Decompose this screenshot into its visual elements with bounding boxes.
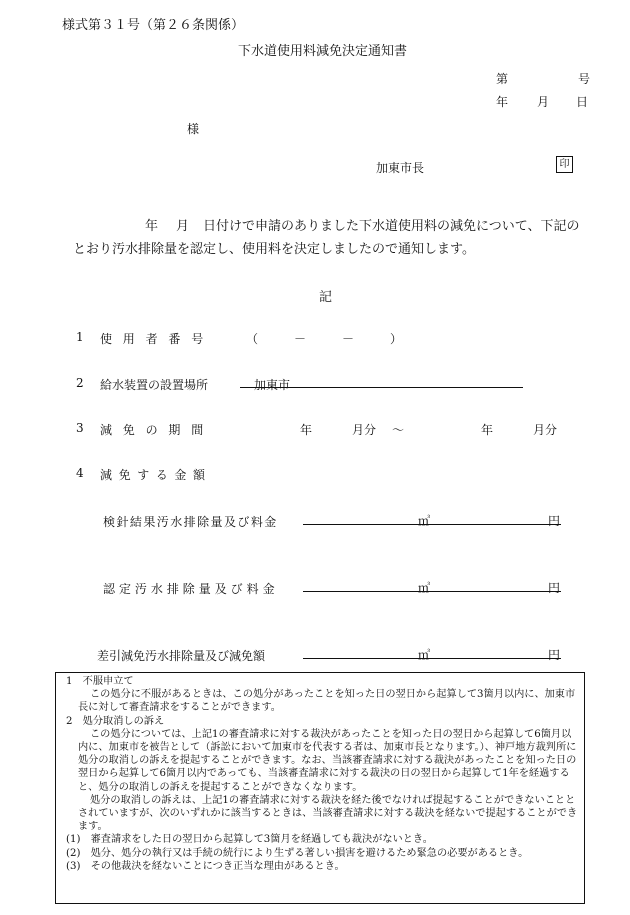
notice-heading-appeal: 1 不服申立て <box>66 676 134 687</box>
form-label: 様式第３１号（第２６条関係） <box>62 18 245 33</box>
amount-label-certified: 認定汚水排除量及び料金 <box>103 582 279 596</box>
period-month-1: 月分 <box>352 423 377 437</box>
period-year-2: 年 <box>481 423 494 437</box>
number-dai: 第 <box>496 72 509 86</box>
period-tilde: ～ <box>392 423 405 437</box>
notice-condition-2: (2) 処分、処分の執行又は手続の続行により生ずる著しい損害を避けるため緊急の必要があるとき。 <box>66 847 529 859</box>
ki-heading: 記 <box>319 290 333 305</box>
amount-unit-yen: 円 <box>548 581 561 595</box>
item-number: 2 <box>76 376 84 390</box>
body-line1: 日付けで申請のありました下水道使用料の減免について、下記の <box>203 219 580 234</box>
amount-underline <box>303 524 561 525</box>
notice-heading-lawsuit: 2 処分取消しの訴え <box>66 715 165 727</box>
date-year: 年 <box>496 95 509 109</box>
body-month: 月 <box>176 219 190 234</box>
document-title: 下水道使用料減免決定通知書 <box>238 44 408 59</box>
amount-label-reduction: 差引減免汚水排除量及び減免額 <box>97 649 266 663</box>
amount-unit-m3: ㎥ <box>418 648 431 662</box>
period-month-2: 月分 <box>533 423 558 437</box>
item-number: 1 <box>76 330 84 344</box>
amount-unit-yen: 円 <box>548 648 561 662</box>
seal-mark: 印 <box>556 156 573 173</box>
notice-appeal-text: この処分に不服があるときは、この処分があったことを知った日の翌日から起算して3箇月以内に、加東市長に対して審査請求をすることができます。 <box>78 689 576 714</box>
notice-lawsuit-text: この処分については、上記1の審査請求に対する裁決があったことを知った日の翌日から起算して6箇月以内に、加東市を被告として（訴訟において加東市を代表する者は、加東市長となります。）、神戸地方裁判所に処分の取消しの訴えを提起することができます。なお、当該審査請求に対する裁決があったことを知った日の翌日から起算して6箇月以内であっても、当該審査請求に対する裁決の日の翌日から起算して1年を経過すると、処分の取消しの訴えを提起することができなくなります。 <box>78 728 577 793</box>
item-label-location: 給水装置の設置場所 <box>100 378 209 392</box>
amount-unit-yen: 円 <box>548 514 561 528</box>
notice-condition-1: (1) 審査請求をした日の翌日から起算して3箇月を経過しても裁決がないとき。 <box>66 834 433 846</box>
item-number: 3 <box>76 421 84 435</box>
amount-unit-m3: ㎥ <box>418 514 431 528</box>
location-underline <box>240 387 523 388</box>
addressee-suffix: 様 <box>187 122 200 136</box>
period-year-1: 年 <box>300 423 313 437</box>
item-label-period: 減免の期間 <box>100 423 215 437</box>
notice-lawsuit-text-2: 処分の取消しの訴えは、上記1の審査請求に対する裁決を経た後でなければ提起することができないこととされていますが、次のいずれかに該当するときは、当該審査請求に対する裁決を経ないで提起することができます。 <box>78 794 578 833</box>
amount-unit-m3: ㎥ <box>418 581 431 595</box>
notice-box <box>55 672 585 904</box>
location-value: 加東市 <box>254 378 291 392</box>
date-day: 日 <box>576 95 589 109</box>
body-year: 年 <box>145 219 159 234</box>
body-line2: とおり汚水排除量を認定し、使用料を決定しましたので通知します。 <box>73 242 475 257</box>
issuer-name: 加東市長 <box>376 161 425 175</box>
item-number: 4 <box>76 466 84 480</box>
notice-condition-3: (3) その他裁決を経ないことにつき正当な理由があるとき。 <box>66 860 345 872</box>
amount-label-meter: 検針結果汚水排除量及び料金 <box>103 515 278 529</box>
number-go: 号 <box>578 72 591 86</box>
date-month: 月 <box>537 95 550 109</box>
amount-underline <box>303 658 561 659</box>
amount-underline <box>303 591 561 592</box>
item-label-user-number: 使用者番号 <box>100 332 215 346</box>
user-number-value: （ － － ） <box>246 332 403 346</box>
item-label-amount: 減免する金額 <box>100 468 212 482</box>
